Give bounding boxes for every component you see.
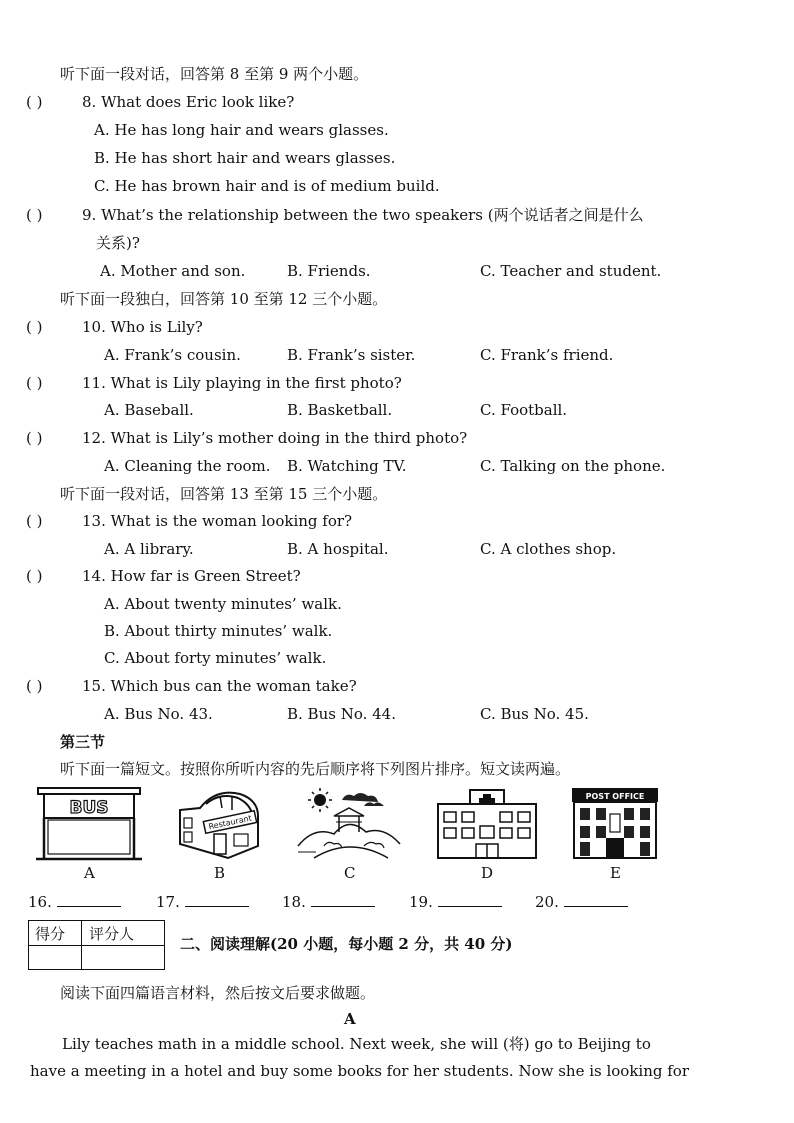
picture-hospital xyxy=(434,786,540,862)
question-14 xyxy=(26,566,301,586)
question-9 xyxy=(26,205,644,225)
q12-option-c: C. Talking on the phone. xyxy=(480,457,666,475)
q14-option-c: C. About forty minutes’ walk. xyxy=(104,649,327,667)
q11-option-a: A. Baseball. xyxy=(104,401,194,419)
picture-post-office xyxy=(570,784,662,862)
post-office-sign-text: POST OFFICE xyxy=(585,792,645,801)
q10-option-c: C. Frank’s friend. xyxy=(480,346,614,364)
part-2-title: 二、阅读理解(20 小题，每小题 2 分，共 40 分) xyxy=(180,935,513,953)
q15-option-a: A. Bus No. 43. xyxy=(104,705,213,723)
section-3-title: 第三节 xyxy=(60,733,106,751)
listening-intro-10-12: 听下面一段独白，回答第 10 至第 12 三个小题。 xyxy=(60,290,388,308)
question-12-text: 12. What is Lily’s mother doing in the third photo? xyxy=(82,429,468,447)
passage-label-a: A xyxy=(344,1010,356,1028)
q15-option-c: C. Bus No. 45. xyxy=(480,705,589,723)
picture-label-a: A xyxy=(84,864,95,882)
blank-17[interactable] xyxy=(185,892,249,907)
restaurant-sign-text: Restaurant xyxy=(207,813,253,832)
question-9-text: 9. What’s the relationship between the two speakers (两个说话者之间是什么 xyxy=(82,206,644,224)
answer-blank-12[interactable]: ( ) xyxy=(26,429,43,447)
q10-option-b: B. Frank’s sister. xyxy=(287,346,416,364)
passage-line-2: have a meeting in a hotel and buy some books for her students. Now she is looking for xyxy=(30,1062,690,1080)
q12-option-b: B. Watching TV. xyxy=(287,457,407,475)
question-15-text: 15. Which bus can the woman take? xyxy=(82,677,357,695)
question-11 xyxy=(26,373,402,393)
answer-blank-9[interactable]: ( ) xyxy=(26,206,43,224)
question-9-text-cont: 关系)? xyxy=(96,234,140,252)
answer-blank-11[interactable]: ( ) xyxy=(26,374,43,392)
blank-number-17: 17. xyxy=(156,893,180,911)
q13-option-b: B. A hospital. xyxy=(287,540,389,558)
question-14-text: 14. How far is Green Street? xyxy=(82,567,301,585)
q8-option-a: A. He has long hair and wears glasses. xyxy=(94,121,389,139)
picture-label-d: D xyxy=(481,864,494,882)
answer-line-18 xyxy=(282,892,375,912)
picture-restaurant xyxy=(176,786,266,862)
listening-intro-8-9: 听下面一段对话，回答第 8 至第 9 两个小题。 xyxy=(60,65,369,83)
question-15 xyxy=(26,676,357,696)
q15-option-b: B. Bus No. 44. xyxy=(287,705,396,723)
answer-line-17 xyxy=(156,892,249,912)
question-13 xyxy=(26,511,352,531)
question-10 xyxy=(26,317,203,337)
blank-number-20: 20. xyxy=(535,893,559,911)
answer-line-20 xyxy=(535,892,628,912)
q9-option-c: C. Teacher and student. xyxy=(480,262,662,280)
picture-bus-stop xyxy=(34,786,146,862)
listening-intro-13-15: 听下面一段对话，回答第 13 至第 15 三个小题。 xyxy=(60,485,388,503)
q8-option-b: B. He has short hair and wears glasses. xyxy=(94,149,396,167)
reading-instructions: 阅读下面四篇语言材料，然后按文后要求做题。 xyxy=(60,984,376,1002)
score-label: 得分 xyxy=(35,925,66,943)
q9-option-a: A. Mother and son. xyxy=(100,262,246,280)
score-box xyxy=(28,920,165,970)
question-8 xyxy=(26,92,294,112)
picture-label-c: C xyxy=(344,864,356,882)
blank-16[interactable] xyxy=(57,892,121,907)
q8-option-c: C. He has brown hair and is of medium build. xyxy=(94,177,440,195)
answer-blank-8[interactable]: ( ) xyxy=(26,93,43,111)
blank-number-19: 19. xyxy=(409,893,433,911)
answer-line-16 xyxy=(28,892,121,912)
blank-20[interactable] xyxy=(564,892,628,907)
answer-blank-14[interactable]: ( ) xyxy=(26,567,43,585)
q14-option-b: B. About thirty minutes’ walk. xyxy=(104,622,333,640)
q12-option-a: A. Cleaning the room. xyxy=(104,457,271,475)
answer-line-19 xyxy=(409,892,502,912)
q11-option-b: B. Basketball. xyxy=(287,401,393,419)
q14-option-a: A. About twenty minutes’ walk. xyxy=(104,595,342,613)
blank-19[interactable] xyxy=(438,892,502,907)
question-10-text: 10. Who is Lily? xyxy=(82,318,203,336)
q10-option-a: A. Frank’s cousin. xyxy=(104,346,241,364)
blank-18[interactable] xyxy=(311,892,375,907)
blank-number-16: 16. xyxy=(28,893,52,911)
picture-park xyxy=(294,786,404,862)
q11-option-c: C. Football. xyxy=(480,401,568,419)
bus-sign-text: BUS xyxy=(69,798,109,818)
question-13-text: 13. What is the woman looking for? xyxy=(82,512,353,530)
answer-blank-13[interactable]: ( ) xyxy=(26,512,43,530)
picture-label-e: E xyxy=(610,864,621,882)
picture-label-b: B xyxy=(214,864,226,882)
q9-option-b: B. Friends. xyxy=(287,262,371,280)
q13-option-c: C. A clothes shop. xyxy=(480,540,617,558)
passage-line-1: Lily teaches math in a middle school. Next week, she will (将) go to Beijing to xyxy=(62,1035,651,1053)
question-11-text: 11. What is Lily playing in the first photo? xyxy=(82,374,402,392)
blank-number-18: 18. xyxy=(282,893,306,911)
answer-blank-15[interactable]: ( ) xyxy=(26,677,43,695)
question-12 xyxy=(26,428,467,448)
section-3-instructions: 听下面一篇短文。按照你所听内容的先后顺序将下列图片排序。短文读两遍。 xyxy=(60,760,571,778)
q13-option-a: A. A library. xyxy=(104,540,194,558)
grader-label: 评分人 xyxy=(89,925,135,943)
question-8-text: 8. What does Eric look like? xyxy=(82,93,295,111)
answer-blank-10[interactable]: ( ) xyxy=(26,318,43,336)
